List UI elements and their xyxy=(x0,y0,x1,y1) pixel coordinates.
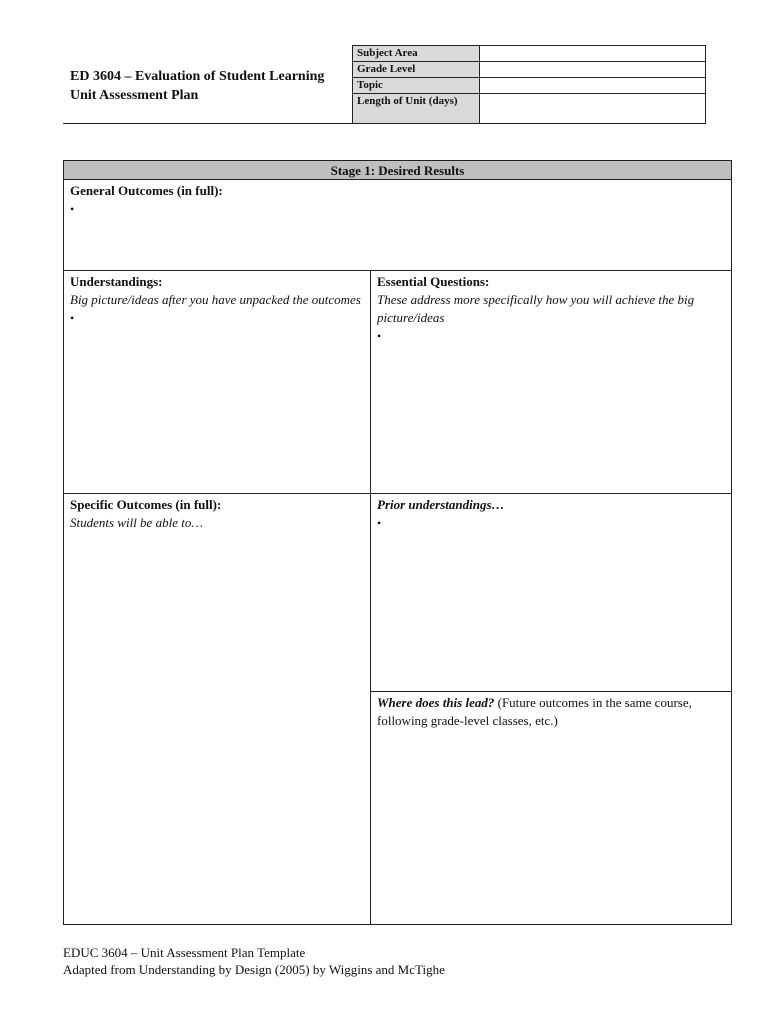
subject-area-field[interactable] xyxy=(480,46,706,62)
bullet: • xyxy=(70,202,75,216)
specific-outcomes-cell[interactable] xyxy=(64,494,370,924)
prior-understandings-cell[interactable] xyxy=(371,494,731,690)
prior-understandings-heading: Prior understandings… xyxy=(377,497,505,512)
where-does-this-lead-heading: Where does this lead? xyxy=(377,695,495,710)
essential-questions-hint: These address more specifically how you will achieve the big picture/ideas xyxy=(377,292,695,325)
footer-line-2: Adapted from Understanding by Design (2005) by Wiggins and McTighe xyxy=(63,962,445,977)
specific-outcomes-hint: Students will be able to… xyxy=(70,515,203,530)
understandings-heading: Understandings: xyxy=(70,274,163,289)
where-does-this-lead-hint: (Future outcomes in the same course, following grade-level classes, etc.) xyxy=(377,695,692,728)
grade-level-field[interactable] xyxy=(480,62,706,78)
where-does-this-lead-cell[interactable] xyxy=(371,692,731,924)
info-row-topic xyxy=(353,78,706,94)
where-does-this-lead-text xyxy=(377,694,725,730)
info-row-length-of-unit xyxy=(353,94,706,124)
bullet: • xyxy=(377,516,382,530)
info-label: Grade Level xyxy=(353,62,480,78)
info-row-subject-area xyxy=(353,46,706,62)
info-label: Length of Unit (days) xyxy=(353,94,480,124)
specific-outcomes-heading: Specific Outcomes (in full): xyxy=(70,497,222,512)
understandings-hint: Big picture/ideas after you have unpacked the outcomes xyxy=(70,292,361,307)
stage-1-table xyxy=(63,160,732,925)
general-outcomes-heading: General Outcomes (in full): xyxy=(70,183,223,198)
topic-field[interactable] xyxy=(480,78,706,94)
course-title: ED 3604 – Evaluation of Student Learning xyxy=(70,69,325,84)
general-outcomes-cell[interactable] xyxy=(64,180,731,270)
info-label: Topic xyxy=(353,78,480,94)
info-label: Subject Area xyxy=(353,46,480,62)
page-footer xyxy=(63,944,445,978)
bullet: • xyxy=(377,329,382,343)
length-of-unit-field[interactable] xyxy=(480,94,706,124)
understandings-cell[interactable] xyxy=(64,271,370,493)
stage-title: Stage 1: Desired Results xyxy=(64,161,731,180)
essential-questions-cell[interactable] xyxy=(371,271,731,493)
header-divider xyxy=(63,123,706,124)
bullet: • xyxy=(70,311,75,325)
essential-questions-heading: Essential Questions: xyxy=(377,274,490,289)
document-title xyxy=(70,67,360,105)
unit-info-table xyxy=(352,45,706,124)
info-row-grade-level xyxy=(353,62,706,78)
plan-title: Unit Assessment Plan xyxy=(70,88,199,103)
footer-line-1: EDUC 3604 – Unit Assessment Plan Template xyxy=(63,945,306,960)
